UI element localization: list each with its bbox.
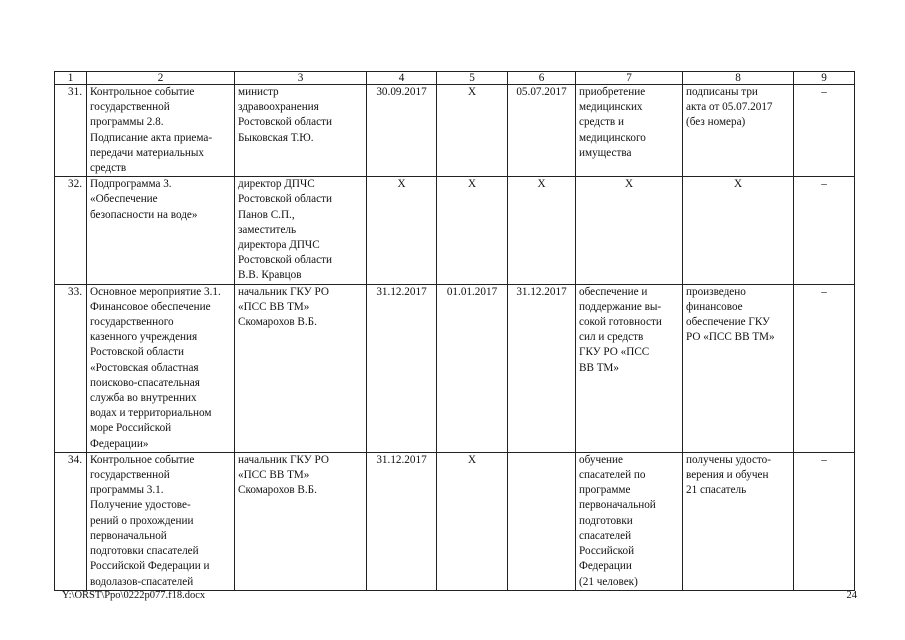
column-number: 5 xyxy=(437,72,508,85)
remarks: – xyxy=(794,177,855,284)
end-date xyxy=(508,452,576,590)
event-name: Подпрограмма 3. «Обеспечение безопасности на воде» xyxy=(87,177,235,284)
planned-result: Х xyxy=(576,177,683,284)
page-number: 24 xyxy=(846,590,857,601)
responsible-person: директор ДПЧС Ростовской области Панов С.П., заместитель директора ДПЧС Ростовской области В.В. Кравцов xyxy=(235,177,367,284)
remarks: – xyxy=(794,452,855,590)
column-number: 7 xyxy=(576,72,683,85)
row-number: 34. xyxy=(55,452,87,590)
table-row xyxy=(55,452,855,590)
start-date: Х xyxy=(437,177,508,284)
end-date: 05.07.2017 xyxy=(508,85,576,177)
row-number: 33. xyxy=(55,284,87,452)
document-path: Y:\ORST\Ppo\0222p077.f18.docx xyxy=(62,590,206,601)
remarks: – xyxy=(794,85,855,177)
start-date: Х xyxy=(437,85,508,177)
column-number: 4 xyxy=(367,72,437,85)
responsible-person: начальник ГКУ РО «ПСС ВВ ТМ» Скомарохов В.Б. xyxy=(235,284,367,452)
column-number: 8 xyxy=(683,72,794,85)
planned-result: обеспечение и поддержание вы- сокой готовности сил и средств ГКУ РО «ПСС ВВ ТМ» xyxy=(576,284,683,452)
column-number: 1 xyxy=(55,72,87,85)
end-date: Х xyxy=(508,177,576,284)
actual-result: подписаны три акта от 05.07.2017 (без номера) xyxy=(683,85,794,177)
table-row xyxy=(55,177,855,284)
planned-date: 31.12.2017 xyxy=(367,452,437,590)
responsible-person: министр здравоохранения Ростовской области Быковская Т.Ю. xyxy=(235,85,367,177)
table-row xyxy=(55,284,855,452)
column-number: 9 xyxy=(794,72,855,85)
end-date: 31.12.2017 xyxy=(508,284,576,452)
row-number: 32. xyxy=(55,177,87,284)
actual-result: получены удосто- верения и обучен 21 спасатель xyxy=(683,452,794,590)
header-row xyxy=(55,72,855,85)
event-name: Контрольное событие государственной программы 3.1. Получение удостове- рений о прохождении первоначальной подготовки спасателей Российской Федерации и водолазов-спасателей xyxy=(87,452,235,590)
start-date: 01.01.2017 xyxy=(437,284,508,452)
table-row xyxy=(55,85,855,177)
row-number: 31. xyxy=(55,85,87,177)
event-name: Основное мероприятие 3.1. Финансовое обеспечение государственного казенного учреждения Ростовской области «Ростовская областная поисково-спасательная служба во внутренних водах и территориальном море Российской Федерации» xyxy=(87,284,235,452)
responsible-person: начальник ГКУ РО «ПСС ВВ ТМ» Скомарохов В.Б. xyxy=(235,452,367,590)
remarks: – xyxy=(794,284,855,452)
actual-result: Х xyxy=(683,177,794,284)
planned-date: Х xyxy=(367,177,437,284)
planned-date: 31.12.2017 xyxy=(367,284,437,452)
actual-result: произведено финансовое обеспечение ГКУ РО «ПСС ВВ ТМ» xyxy=(683,284,794,452)
planned-result: приобретение медицинских средств и медицинского имущества xyxy=(576,85,683,177)
event-name: Контрольное событие государственной программы 2.8. Подписание акта приема- передачи материальных средств xyxy=(87,85,235,177)
column-number: 6 xyxy=(508,72,576,85)
column-number: 2 xyxy=(87,72,235,85)
column-number: 3 xyxy=(235,72,367,85)
planned-date: 30.09.2017 xyxy=(367,85,437,177)
start-date: Х xyxy=(437,452,508,590)
planned-result: обучение спасателей по программе первоначальной подготовки спасателей Российской Федерации (21 человек) xyxy=(576,452,683,590)
report-table xyxy=(54,71,855,591)
